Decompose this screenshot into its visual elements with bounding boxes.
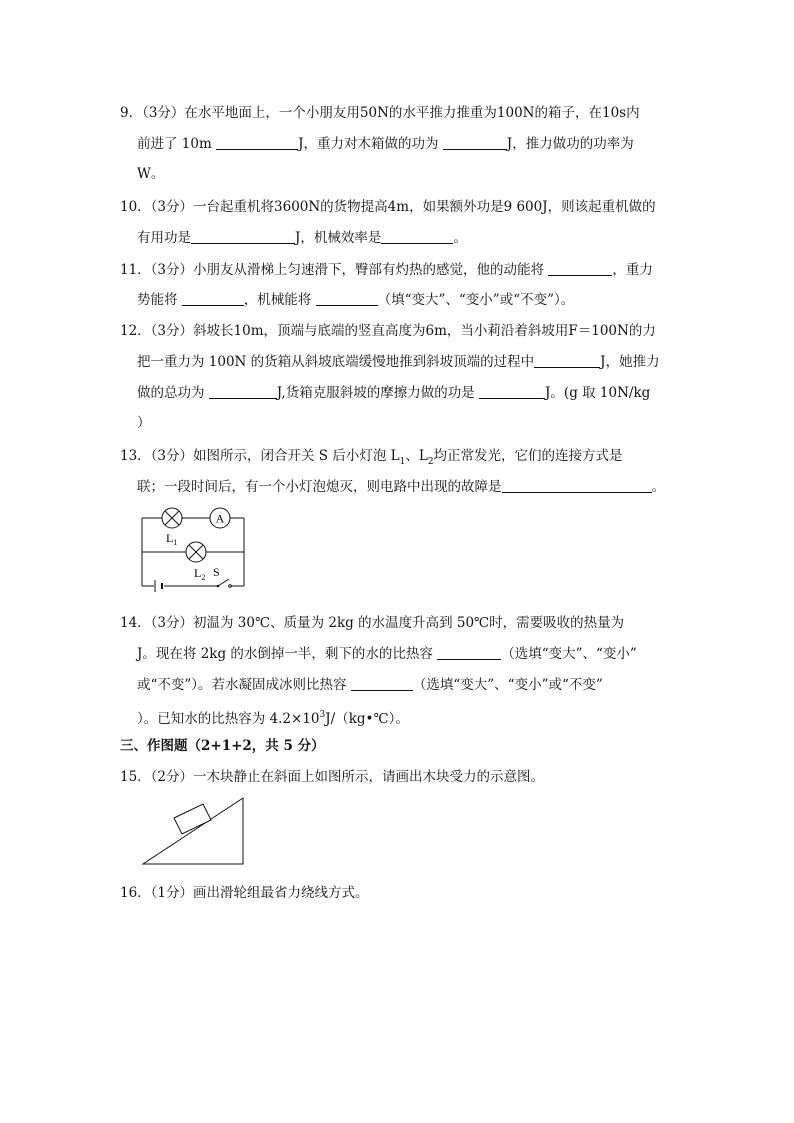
- q9-text-b: J，重力对木箱做的功为: [298, 136, 439, 152]
- q11-text-b2: ，机械能将: [243, 292, 312, 308]
- q14-blank-2[interactable]: [351, 676, 413, 691]
- q14-text-f: J/（kg•℃）。: [325, 711, 409, 727]
- q14-text-a: J。现在将 2kg 的水倒掉一半，剩下的水的比热容: [137, 646, 433, 662]
- q12-text-d: J,货箱克服斜坡的摩擦力做的功是: [276, 385, 475, 401]
- q12-blank-1[interactable]: [534, 353, 600, 368]
- lamp-l2-label: $L_2$: [194, 566, 206, 582]
- q12-text-c: 做的总功为: [137, 385, 205, 401]
- q13-text-e: 。: [651, 479, 665, 495]
- q13-line1: [120, 446, 623, 472]
- q10-blank-1[interactable]: [191, 229, 295, 244]
- q14-text-d: （选填“变大”、“变小”或“不变”: [412, 677, 603, 693]
- q12-blank-3[interactable]: [479, 384, 545, 399]
- q11-text-c2: （填“变大”、“变小”或“不变”）。: [377, 292, 575, 308]
- incline-diagram: [142, 796, 246, 866]
- q13-text-d: 联；一段时间后，有一个小灯泡熄灭，则电路中出现的故障是: [137, 479, 502, 495]
- q13-text-c: 均正常发光，它们的连接方式是: [433, 448, 623, 464]
- q12-line1: 12．（3分）斜坡长10m，顶端与底端的竖直高度为6m，当小莉沿着斜坡用F＝100N的力: [120, 323, 656, 339]
- q11-blank-2[interactable]: [182, 291, 244, 306]
- q9-blank-1[interactable]: [216, 135, 298, 150]
- q13-sub-2: 2: [427, 457, 434, 467]
- q14-text-c: 或“不变”）。若水凝固成冰则比热容: [137, 677, 347, 693]
- q9-line1: 9．（3分）在水平地面上，一个小朋友用50N的水平推力推重为100N的箱子，在10s内: [120, 105, 640, 121]
- q10-line2: [137, 228, 467, 248]
- q10-text-a: 有用功是: [137, 230, 191, 246]
- q11-blank-3[interactable]: [316, 291, 378, 306]
- q9-text-a: 前进了 10m: [137, 136, 212, 152]
- q12-text-e: J。(g 取 10N/kg: [545, 385, 651, 401]
- q11-line2: [137, 290, 574, 310]
- section-3-heading: 三、作图题（2+1+2，共 5 分）: [120, 738, 325, 754]
- q10-line1: 10．（3分）一台起重机将3600N的货物提高4m，如果额外功是9 600J，则该起重机做的: [120, 199, 656, 215]
- q9-text-c: J，推力做功的功率为: [506, 136, 634, 152]
- q9-line2: [137, 134, 634, 154]
- q14-text-e: ）。已知水的比热容为 4.2×10: [137, 711, 320, 727]
- q14-text-b: （选填“变大”、“变小”: [501, 646, 637, 662]
- q9-blank-2[interactable]: [443, 135, 507, 150]
- q16-text: 16．（1分）画出滑轮组最省力绕线方式。: [120, 885, 369, 901]
- incline-slope: [143, 798, 243, 864]
- q12-line3: [137, 383, 650, 403]
- q9-line3: W。: [137, 166, 165, 182]
- wooden-block-icon: [174, 804, 211, 834]
- q12-line4: ）: [137, 415, 151, 431]
- q13-text-a: 13．（3分）如图所示，闭合开关 S 后小灯泡 L: [120, 448, 400, 464]
- circuit-diagram: [138, 506, 248, 592]
- q11-text-a: 11．（3分）小朋友从滑梯上匀速滑下，臀部有灼热的感觉，他的动能将: [120, 262, 545, 278]
- q14-line2: [137, 644, 637, 664]
- ammeter-label: A: [215, 511, 225, 526]
- q14-line3: [137, 675, 603, 695]
- battery-icon: [155, 580, 162, 592]
- q12-line2: [137, 352, 660, 372]
- q11-line1: [120, 260, 653, 280]
- q14-line4: [137, 705, 409, 729]
- q11-text-a2: 势能将: [137, 292, 178, 308]
- q10-text-c: 。: [453, 230, 467, 246]
- switch-label: S: [213, 565, 220, 579]
- q15-text: 15．（2分）一木块静止在斜面上如图所示，请画出木块受力的示意图。: [120, 769, 545, 785]
- q10-blank-2[interactable]: [381, 229, 453, 244]
- q14-sup: 3: [319, 710, 326, 720]
- switch-icon: [217, 585, 220, 588]
- q13-blank-1[interactable]: [502, 478, 652, 493]
- q13-sub-1: 1: [399, 457, 406, 467]
- q13-line2: [137, 477, 665, 497]
- q11-text-b: ，重力: [612, 262, 653, 278]
- q12-text-a: 把一重力为 100N 的货箱从斜坡底端缓慢地推到斜坡顶端的过程中: [137, 354, 535, 370]
- lamp-l1-label: $L_1$: [166, 531, 178, 547]
- q12-blank-2[interactable]: [209, 384, 277, 399]
- lamp-l1-icon: [162, 508, 182, 528]
- lamp-l2-icon: [186, 542, 206, 562]
- q14-blank-1[interactable]: [437, 645, 501, 660]
- q13-text-b: 、L: [405, 448, 428, 464]
- q10-text-b: J，机械效率是: [295, 230, 382, 246]
- q12-text-b: J，她推力: [600, 354, 660, 370]
- q11-blank-1[interactable]: [548, 261, 612, 276]
- q14-line1: 14．（3分）初温为 30℃、质量为 2kg 的水温度升高到 50℃时，需要吸收的热量为: [120, 615, 625, 631]
